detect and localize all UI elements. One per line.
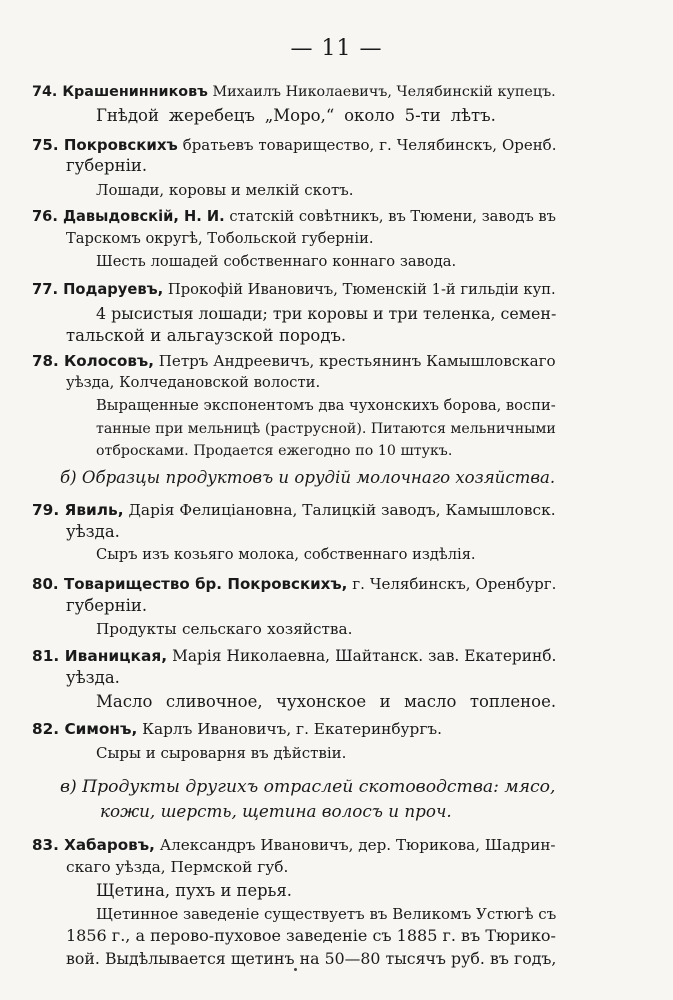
exhibitor-name: Иваницкая, <box>64 647 168 665</box>
exhibitor-name: Хабаровъ, <box>64 836 155 854</box>
entry-number: 82. <box>32 720 65 738</box>
exhibitor-name: Покровскихъ <box>63 136 178 154</box>
print-speck <box>294 968 297 971</box>
exhibitor-name: Давыдовскій, Н. И. <box>63 208 225 225</box>
entry-text: Марія Николаевна, Шайтанск. зав. Екатеринб. <box>167 647 557 665</box>
section-heading-v-line-2: кожи, шерсть, щетина волосъ и проч. <box>100 801 452 821</box>
entry-text: статскій совѣтникъ, въ Тюмени, заводъ въ <box>224 208 556 225</box>
entry-number: 81. <box>32 647 65 665</box>
entry-text: Сыры и сыроварня въ дѣйствіи. <box>96 744 347 762</box>
entry-79-line-3 <box>96 545 476 565</box>
entry-text: Михаилъ Николаевичъ, Челябинскій купецъ. <box>207 84 556 100</box>
entry-83-line-4 <box>96 904 556 924</box>
entry-text: отбросками. Продается ежегодно по 10 штукъ. <box>96 443 453 459</box>
entry-text: уѣзда. <box>66 668 120 687</box>
entry-text: уѣзда, Колчедановской волости. <box>66 374 321 391</box>
entry-text: Щетина, пухъ и перья. <box>96 881 292 900</box>
entry-76-line-2 <box>66 229 374 249</box>
entry-text: Выращенные экспонентомъ два чухонскихъ борова, воспи- <box>96 397 556 414</box>
entry-83-line-1 <box>32 835 556 855</box>
entry-text: Продукты сельскаго хозяйства. <box>96 620 353 638</box>
entry-text: Дарія Фелиціановна, Талицкій заводъ, Камышловск. <box>123 501 556 519</box>
entry-79-line-1 <box>32 500 556 520</box>
entry-text: Лошади, коровы и мелкій скотъ. <box>96 181 354 199</box>
entry-text: скаго уѣзда, Пермской губ. <box>66 858 289 876</box>
entry-81-line-1 <box>32 646 556 666</box>
entry-text: Масло сливочное, чухонское и масло топленое. <box>96 692 557 711</box>
entry-text: Гнѣдой жеребецъ „Моро,“ около 5-ти лѣтъ. <box>96 106 496 125</box>
entry-80-line-1 <box>32 574 556 594</box>
entry-number: 80. <box>32 575 64 593</box>
entry-text: Щетинное заведеніе существуетъ въ Великомъ Устюгѣ съ <box>96 905 557 923</box>
entry-text: Петръ Андреевичъ, крестьянинъ Камышловскаго <box>153 352 556 370</box>
entry-text: Тарскомъ округѣ, Тобольской губерніи. <box>66 230 374 247</box>
entry-number: 74. <box>32 84 63 100</box>
entry-text: Александръ Ивановичъ, дер. Тюрикова, Шадрин- <box>154 836 556 854</box>
entry-text: танные при мельницѣ (раструсной). Питаются мельничными <box>96 421 556 437</box>
entry-76-line-3 <box>96 252 456 272</box>
entry-number: 79. <box>32 501 65 519</box>
page-number: — 11 — <box>290 36 383 61</box>
entry-number: 83. <box>32 836 65 854</box>
entry-82-line-2 <box>96 743 346 763</box>
entry-83-line-3 <box>96 881 292 901</box>
section-heading-v-line-1: в) Продукты другихъ отраслей скотоводства: мясо, <box>60 777 556 797</box>
entry-text: Шесть лошадей собственнаго коннаго завода. <box>96 253 457 270</box>
entry-text: вой. Выдѣлывается щетинъ на 50—80 тысячъ руб. въ годъ, <box>66 949 557 968</box>
section-heading-b: б) Образцы продуктовъ и орудій молочнаго хозяйства. <box>60 468 556 487</box>
entry-text: Карлъ Ивановичъ, г. Екатеринбургъ. <box>137 720 442 738</box>
entry-80-line-2 <box>66 596 147 616</box>
entry-text: губерніи. <box>66 596 148 615</box>
entry-75-line-2 <box>66 156 147 176</box>
exhibitor-name: Подаруевъ, <box>63 281 164 298</box>
exhibitor-name: Товарищество бр. Покровскихъ, <box>64 575 348 593</box>
entry-text: Сыръ изъ козьяго молока, собственнаго издѣлія. <box>96 546 476 563</box>
entry-text: тальской и альгаузской породъ. <box>66 326 347 345</box>
entry-75-line-1 <box>32 135 556 155</box>
entry-text: братьевъ товарищество, г. Челябинскъ, Оренб. <box>177 136 557 154</box>
entry-text: г. Челябинскъ, Оренбург. <box>347 575 557 593</box>
entry-80-line-3 <box>96 619 352 639</box>
entry-78-line-5 <box>96 441 452 461</box>
entry-text: 4 рысистыя лошади; три коровы и три теленка, семен- <box>96 304 557 323</box>
entry-83-line-5 <box>66 926 556 946</box>
entry-81-line-2 <box>66 668 120 688</box>
entry-number: 78. <box>32 352 64 370</box>
entry-77-line-1 <box>32 280 556 300</box>
entry-number: 75. <box>32 136 64 154</box>
exhibitor-name: Симонъ, <box>64 720 138 738</box>
entry-74-line-1 <box>32 82 556 102</box>
entry-74-line-2 <box>96 106 496 126</box>
entry-76-line-1 <box>32 207 556 227</box>
entry-text: 1856 г., а перово-пуховое заведеніе съ 1885 г. въ Тюрико- <box>66 926 556 945</box>
entry-78-line-4 <box>96 419 556 439</box>
entry-79-line-2 <box>66 522 120 542</box>
entry-number: 76. <box>32 208 63 225</box>
entry-77-line-2 <box>96 304 556 324</box>
exhibitor-name: Колосовъ, <box>63 352 154 370</box>
entry-number: 77. <box>32 281 64 298</box>
entry-81-line-3 <box>96 692 556 712</box>
entry-77-line-3 <box>66 326 346 346</box>
exhibitor-name: Явиль, <box>64 501 124 519</box>
entry-83-line-2 <box>66 857 288 877</box>
entry-text: губерніи. <box>66 156 148 175</box>
entry-text: уѣзда. <box>66 522 120 541</box>
entry-78-line-3 <box>96 396 556 416</box>
entry-text: Прокофій Ивановичъ, Тюменскій 1-й гильдіи куп. <box>163 281 556 298</box>
entry-78-line-1 <box>32 351 556 371</box>
entry-82-line-1 <box>32 719 442 739</box>
entry-78-line-2 <box>66 373 320 393</box>
entry-75-line-3 <box>96 180 354 200</box>
entry-83-line-6 <box>66 949 556 969</box>
exhibitor-name: Крашенинниковъ <box>62 84 208 100</box>
